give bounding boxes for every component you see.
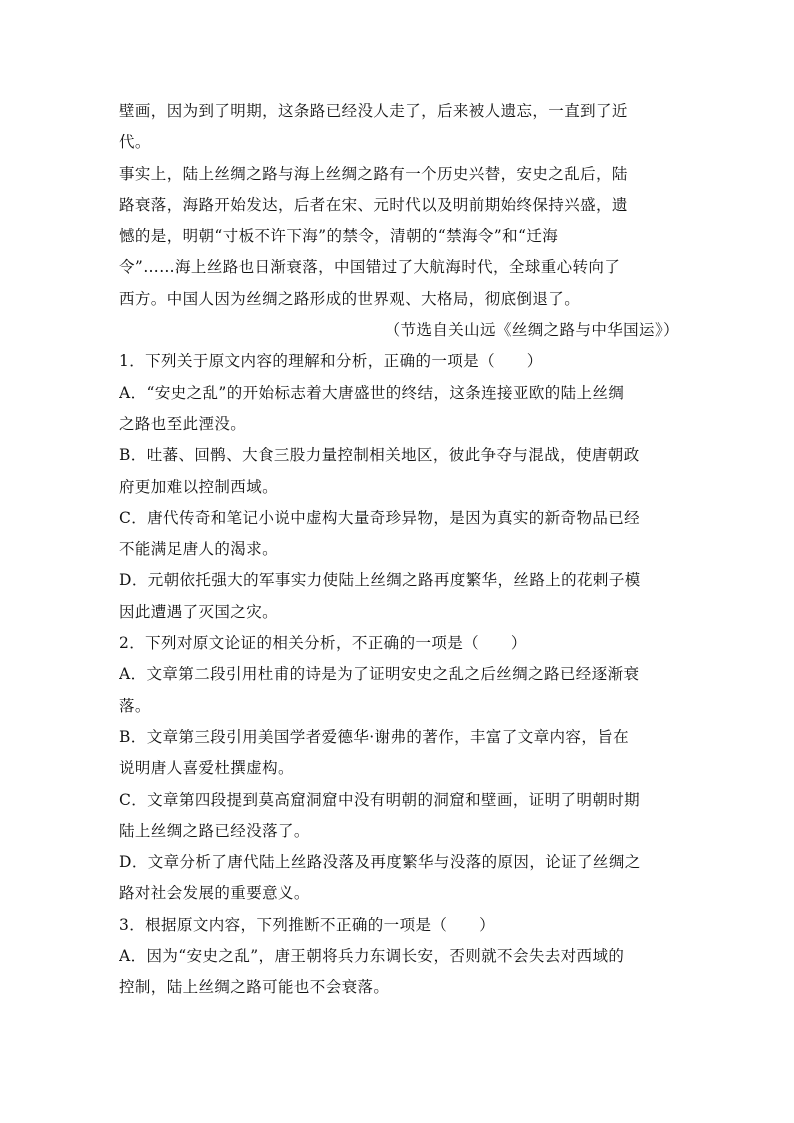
paragraph-line: 壁画，因为到了明期，这条路已经没人走了，后来被人遗忘，一直到了近: [119, 102, 628, 120]
question-1-stem: 1．下列关于原文内容的理解和分析，正确的一项是（ ）: [119, 352, 543, 371]
question-1-option-a: A．“安史之乱”的开始标志着大唐盛世的终结，这条连接亚欧的陆上丝绸: [119, 383, 625, 402]
question-3-stem: 3．根据原文内容，下列推断不正确的一项是（ ）: [119, 915, 495, 934]
document-body: [119, 96, 679, 1004]
question-1-option-d: D．元朝依托强大的军事实力使陆上丝绸之路再度繁华，丝路上的花剌子模: [119, 571, 641, 590]
paragraph-line: 事实上，陆上丝绸之路与海上丝绸之路有一个历史兴替，安史之乱后，陆: [119, 164, 628, 183]
paragraph-line: 憾的是，明朝“寸板不许下海”的禁令，清朝的“禁海令”和“迁海: [119, 227, 559, 246]
question-2-option-d-cont: 路对社会发展的重要意义。: [119, 884, 310, 903]
question-2-stem: 2．下列对原文论证的相关分析，不正确的一项是（ ）: [119, 634, 527, 653]
source-citation: （节选自关山远《丝绸之路与中华国运》）: [384, 321, 679, 340]
question-2-option-a-cont: 落。: [119, 696, 151, 715]
question-2-option-b: B．文章第三段引用美国学者爱德华·谢弗的著作，丰富了文章内容，旨在: [119, 727, 630, 746]
paragraph-line: 令”……海上丝路也日渐衰落，中国错过了大航海时代，全球重心转向了: [119, 258, 621, 277]
paragraph-line: 西方。中国人因为丝绸之路形成的世界观、大格局，彻底倒退了。: [119, 289, 581, 308]
question-2-option-a: A．文章第二段引用杜甫的诗是为了证明安史之乱之后丝绸之路已经逐渐衰: [119, 665, 640, 684]
question-2-option-b-cont: 说明唐人喜爱杜撰虚构。: [119, 759, 294, 778]
question-1-option-c-cont: 不能满足唐人的渴求。: [119, 540, 279, 559]
question-1-option-d-cont: 因此遭遇了灭国之灾。: [119, 602, 279, 621]
question-1-option-a-cont: 之路也至此湮没。: [119, 414, 247, 433]
paragraph-line: 代。: [119, 133, 151, 152]
question-2-option-d: D．文章分析了唐代陆上丝路没落及再度繁华与没落的原因，论证了丝绸之: [119, 853, 641, 872]
question-3-option-a: A．因为“安史之乱”，唐王朝将兵力东调长安，否则就不会失去对西域的: [119, 947, 625, 966]
question-3-option-a-cont: 控制，陆上丝绸之路可能也不会衰落。: [119, 978, 390, 997]
question-2-option-c-cont: 陆上丝绸之路已经没落了。: [119, 821, 310, 840]
question-1-option-c: C．唐代传奇和笔记小说中虚构大量奇珍异物，是因为真实的新奇物品已经: [119, 508, 641, 527]
question-1-option-b: B．吐蕃、回鹘、大食三股力量控制相关地区，彼此争夺与混战，使唐朝政: [119, 446, 640, 465]
question-1-option-b-cont: 府更加难以控制西域。: [119, 477, 279, 496]
paragraph-line: 路衰落，海路开始发达，后者在宋、元时代以及明前期始终保持兴盛，遗: [119, 195, 628, 214]
question-2-option-c: C．文章第四段提到莫高窟洞窟中没有明朝的洞窟和壁画，证明了明朝时期: [119, 790, 641, 809]
